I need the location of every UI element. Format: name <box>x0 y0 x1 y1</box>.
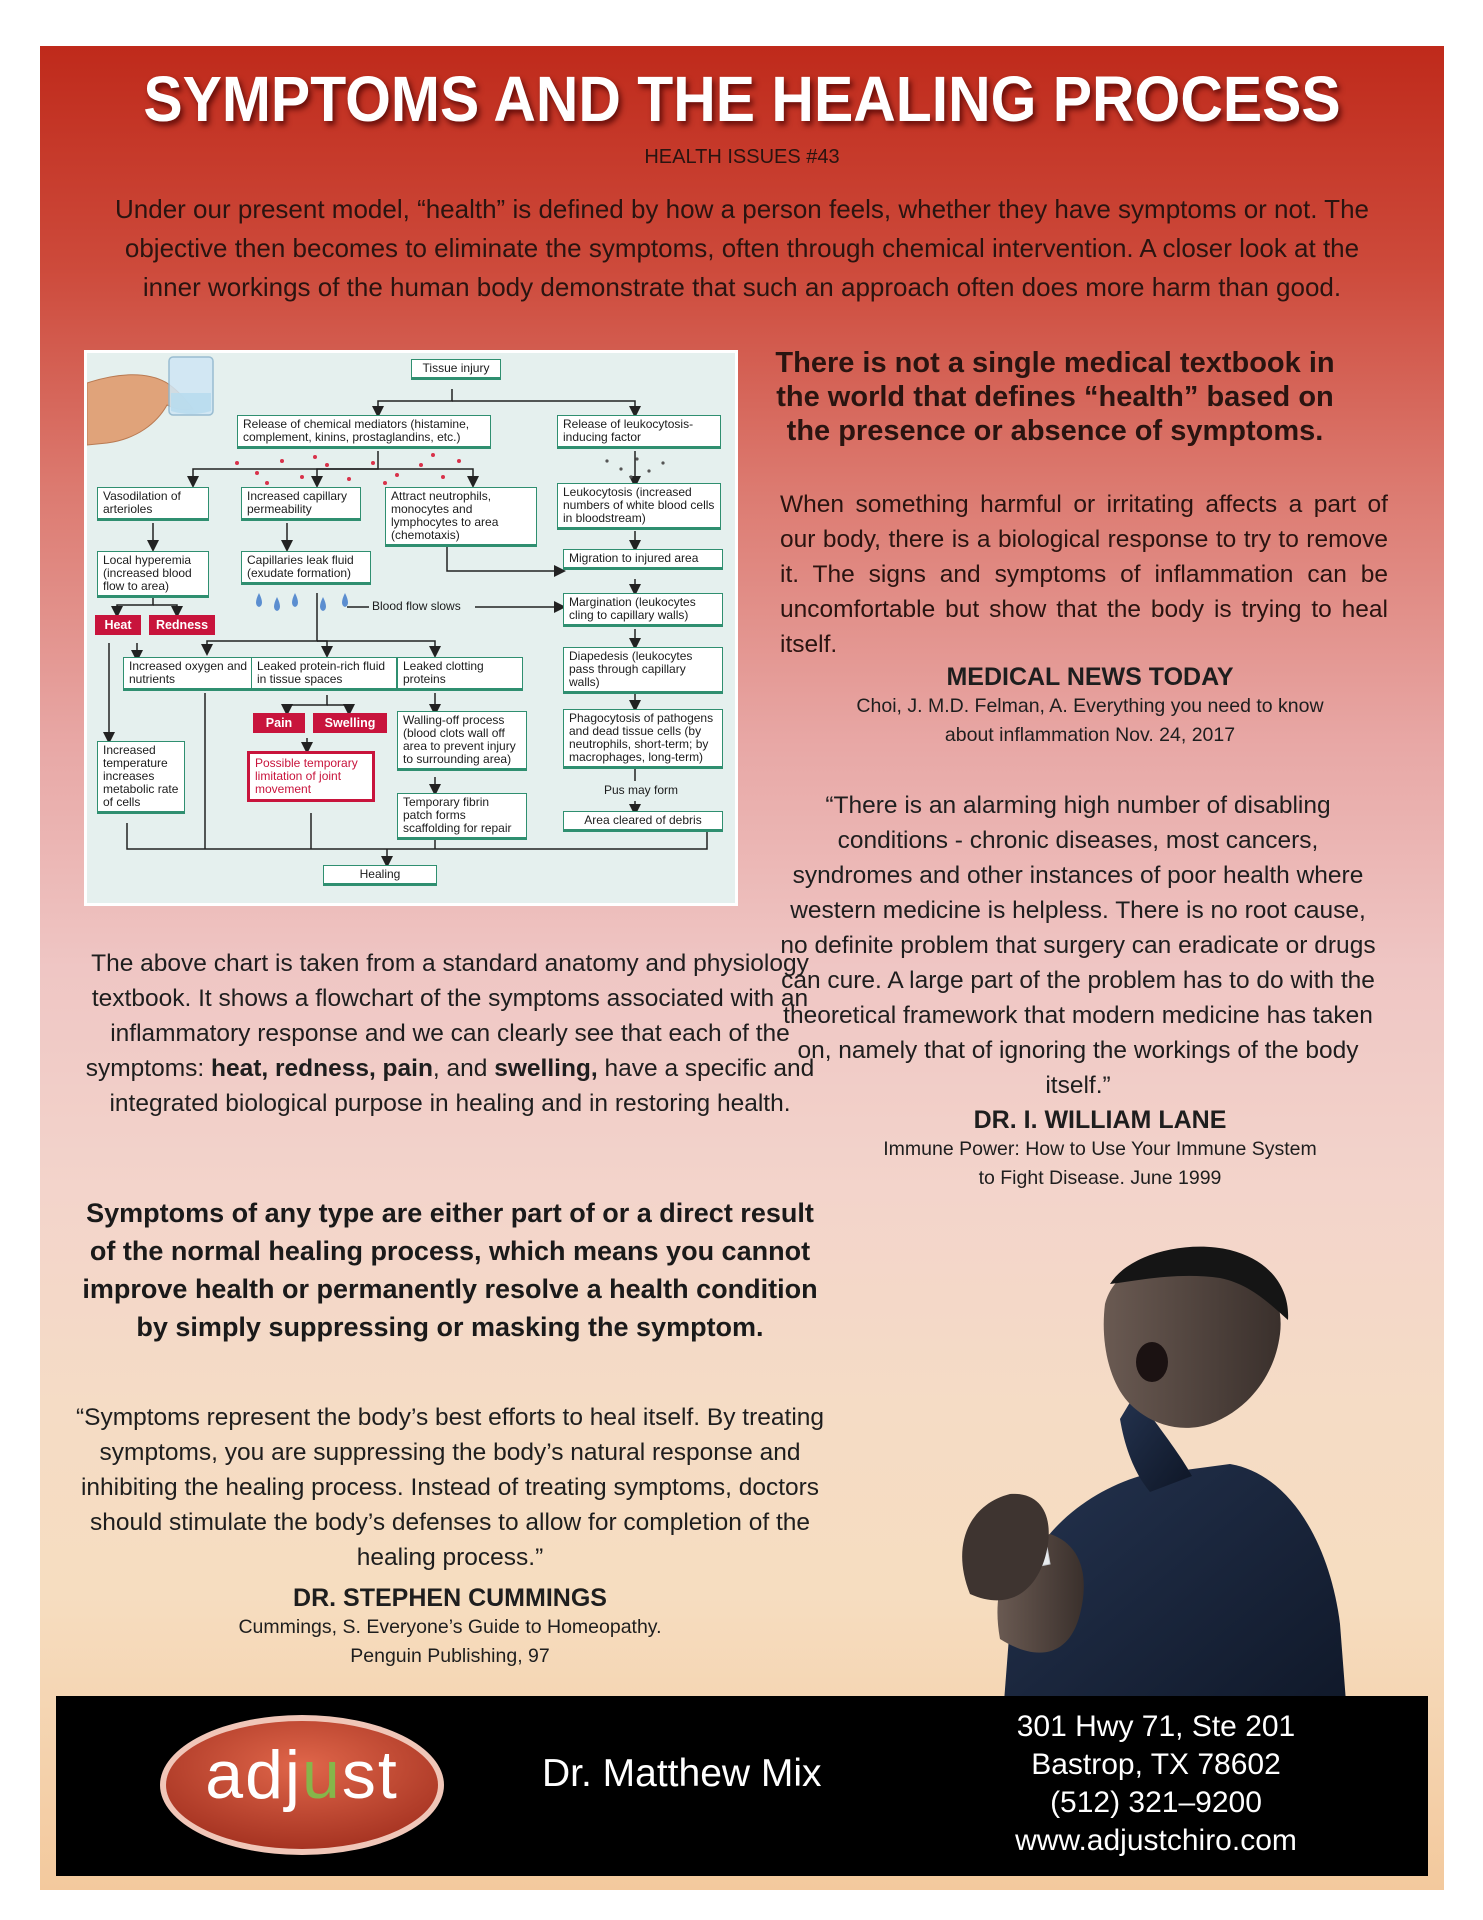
box-leukocytosis: Leukocytosis (increased numbers of white blood cells in bloodstream) <box>557 483 721 530</box>
box-margination: Margination (leukocytes cling to capillary walls) <box>563 593 723 627</box>
logo-text-accent: u <box>302 1737 342 1813</box>
source-citation-line: Immune Power: How to Use Your Immune System <box>883 1138 1317 1160</box>
box-possible-limitation: Possible temporary limitation of joint movement <box>247 751 375 802</box>
box-phagocytosis: Phagocytosis of pathogens and dead tissue cells (by neutrophils, short-term; by macrophages, long-term) <box>563 709 723 769</box>
issue-number: HEALTH ISSUES #43 <box>644 146 840 168</box>
label-heat: Heat <box>95 615 141 635</box>
fluid-droplets <box>256 593 348 611</box>
caption-emphasis: swelling, <box>494 1055 598 1082</box>
box-increased-temperature: Increased temperature increases metabolic rate of cells <box>97 741 185 814</box>
source-citation-line: about inflammation Nov. 24, 2017 <box>944 724 1236 746</box>
source-stephen-cummings <box>160 1584 740 1671</box>
box-capillaries-leak: Capillaries leak fluid (exudate formation) <box>241 551 371 585</box>
label-pus-may-form: Pus may form <box>601 783 681 797</box>
lane-quote: “There is an alarming high number of disabling conditions - chronic diseases, most cancers, syndromes and other instances of poor health where western medicine is helpless. There is no root cause, no definite problem that surgery can eradicate or drugs can cure. A large part of the problem has to do with the theoretical framework that modern medicine has taken on, namely that of ignoring the workings of the body itself.” <box>780 792 1376 1099</box>
box-leaked-clotting: Leaked clotting proteins <box>397 657 523 691</box>
source-william-lane <box>840 1106 1360 1193</box>
address-line: Bastrop, TX 78602 <box>1031 1748 1281 1781</box>
intro-paragraph: Under our present model, “health” is defined by how a person feels, whether they have symptoms or not. The objective then becomes to eliminate the symptoms, often through chemical intervention. A closer look at the inner workings of the human body demonstrate that such an approach often does more harm than good. <box>115 194 1369 302</box>
box-area-cleared: Area cleared of debris <box>563 811 723 832</box>
label-blood-flow-slows: Blood flow slows <box>369 599 464 613</box>
phone-number: (512) 321–9200 <box>1050 1786 1262 1819</box>
box-migration: Migration to injured area <box>563 549 723 570</box>
poster <box>40 46 1444 1890</box>
label-redness: Redness <box>149 615 215 635</box>
source-citation-line: Penguin Publishing, 97 <box>350 1645 550 1667</box>
footer-bar <box>56 1696 1428 1876</box>
hand-beaker-illustration <box>87 357 213 445</box>
logo-wordmark <box>156 1736 448 1814</box>
doctor-name: Dr. Matthew Mix <box>542 1752 822 1795</box>
box-local-hyperemia: Local hyperemia (increased blood flow to area) <box>97 551 209 598</box>
source-name: DR. I. WILLIAM LANE <box>973 1106 1227 1134</box>
address-line: 301 Hwy 71, Ste 201 <box>1016 1710 1296 1743</box>
source-name: MEDICAL NEWS TODAY <box>946 663 1234 691</box>
caption-emphasis: heat, redness, pain <box>210 1055 433 1082</box>
source-medical-news-today <box>820 663 1360 750</box>
right-body: When something harmful or irritating affects a part of our body, there is a biological response to try to remove it. The signs and symptoms of inflammation can be uncomfortable but show that the body is trying to heal itself. <box>780 491 1388 658</box>
box-leukocytosis-factor: Release of leukocytosis-inducing factor <box>557 415 721 449</box>
box-leaked-protein: Leaked protein-rich fluid in tissue spaces <box>251 657 397 691</box>
logo-text-part: st <box>341 1737 399 1813</box>
contact-info <box>956 1708 1356 1860</box>
source-name: DR. STEPHEN CUMMINGS <box>293 1584 607 1612</box>
caption-text: , and <box>432 1055 495 1082</box>
box-increased-oxygen: Increased oxygen and nutrients <box>123 657 263 691</box>
source-citation-line: Choi, J. M.D. Felman, A. Everything you need to know <box>856 695 1324 717</box>
inflammation-flowchart <box>84 350 738 906</box>
box-chemical-mediators: Release of chemical mediators (histamine, complement, kinins, prostaglandins, etc.) <box>237 415 491 449</box>
box-vasodilation: Vasodilation of arterioles <box>97 487 209 521</box>
sneezing-man-illustration <box>930 1244 1350 1754</box>
box-tissue-injury: Tissue injury <box>411 359 501 380</box>
page-title: SYMPTOMS AND THE HEALING PROCESS <box>143 63 1341 135</box>
caption-text: have a specific and integrated biological purpose in healing and in restoring health. <box>109 1055 815 1117</box>
logo-text-part: adj <box>205 1737 302 1813</box>
box-attract-neutrophils: Attract neutrophils, monocytes and lymphocytes to area (chemotaxis) <box>385 487 537 547</box>
website-link[interactable]: www.adjustchiro.com <box>1015 1824 1297 1857</box>
source-citation-line: Cummings, S. Everyone’s Guide to Homeopathy. <box>238 1616 662 1638</box>
chart-caption <box>80 946 820 1121</box>
source-citation-line: to Fight Disease. June 1999 <box>978 1167 1222 1189</box>
cummings-quote: “Symptoms represent the body’s best efforts to heal itself. By treating symptoms, you are suppressing the body’s natural response and inhibiting the healing process. Instead of treating symptoms, doctors should stimulate the body’s defenses to allow for completion of the healing process.” <box>75 1404 825 1571</box>
box-diapedesis: Diapedesis (leukocytes pass through capillary walls) <box>563 647 723 694</box>
symptoms-emphasis: Symptoms of any type are either part of or a direct result of the normal healing process, which means you cannot improve health or permanently resolve a health condition by simply suppressing or masking the symptom. <box>82 1198 818 1342</box>
box-temporary-fibrin: Temporary fibrin patch forms scaffolding for repair <box>397 793 527 840</box>
box-capillary-permeability: Increased capillary permeability <box>241 487 361 521</box>
caption-text: The above chart is taken from a standard anatomy and physiology textbook. It shows a flowchart of the symptoms associated with an inflammatory response and we can clearly see that each of the symptoms: <box>85 950 809 1082</box>
right-heading: There is not a single medical textbook in the world that defines “health” based on the presence or absence of symptoms. <box>775 347 1335 447</box>
label-pain: Pain <box>253 713 305 733</box>
box-healing: Healing <box>323 865 437 886</box>
label-swelling: Swelling <box>313 713 387 733</box>
box-walling-off: Walling-off process (blood clots wall off area to prevent injury to surrounding area) <box>397 711 527 771</box>
